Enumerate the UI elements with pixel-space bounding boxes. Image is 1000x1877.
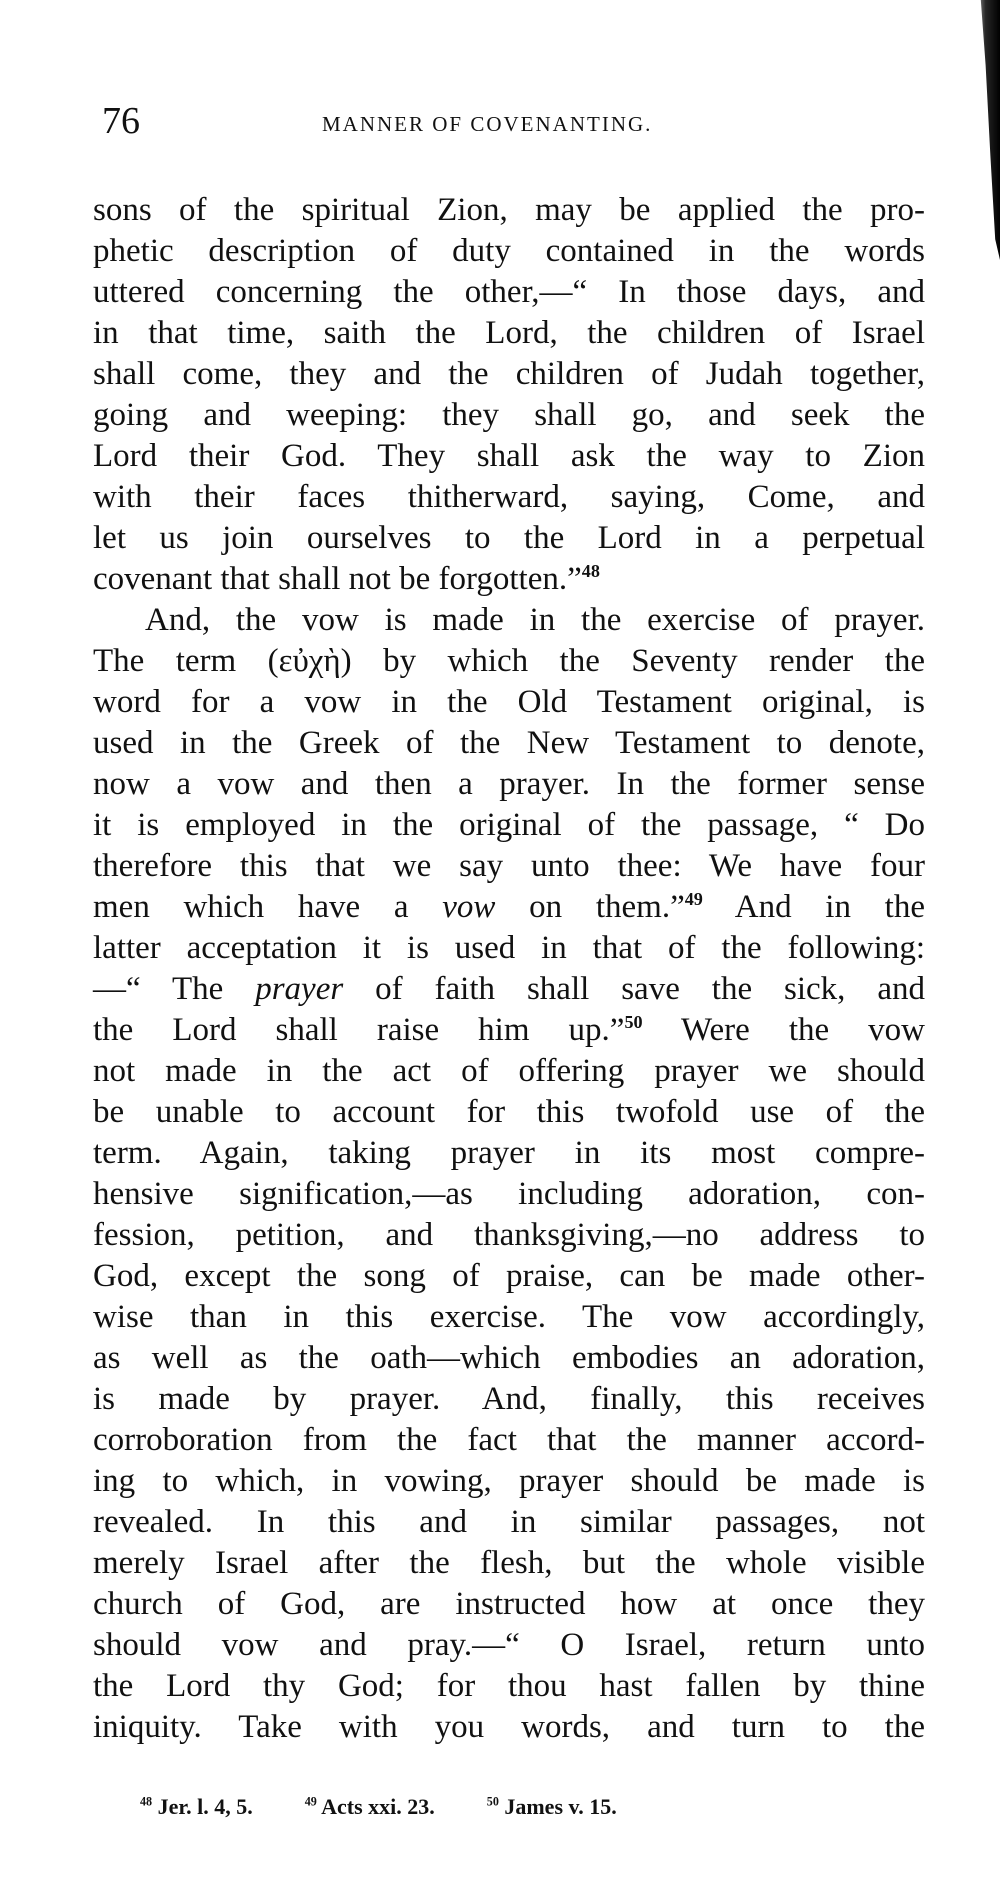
- text-line: phetic description of duty contained in the words: [93, 233, 925, 269]
- footnote-mark: 49: [304, 1794, 317, 1809]
- text-line: Lord their God. They shall ask the way to Zion: [93, 438, 925, 474]
- footnote-text: James v. 15.: [498, 1794, 617, 1819]
- text-line: [93, 969, 925, 1010]
- footnote: [487, 1792, 617, 1822]
- text-line: revealed. In this and in similar passages, not: [93, 1504, 925, 1540]
- text-line: used in the Greek of the New Testament to denote,: [93, 725, 925, 761]
- footnote-ref: 50: [624, 1012, 643, 1032]
- text-line: not made in the act of offering prayer we should: [93, 1053, 925, 1089]
- text-line: The term (εὐχὴ) by which the Seventy render the: [93, 643, 925, 679]
- text-line: in that time, saith the Lord, the children of Israel: [93, 315, 925, 351]
- page-header: [102, 96, 872, 146]
- text-line: [93, 887, 925, 928]
- text-line: wise than in this exercise. The vow accordingly,: [93, 1299, 925, 1335]
- footnote-text: Jer. l. 4, 5.: [152, 1794, 253, 1819]
- text-line: ing to which, in vowing, prayer should be made is: [93, 1463, 925, 1499]
- text-line: God, except the song of praise, can be made other-: [93, 1258, 925, 1294]
- footnote: [140, 1792, 253, 1822]
- text-line: it is employed in the original of the passage, “ Do: [93, 807, 925, 843]
- footnotes: [140, 1792, 860, 1822]
- text-line: be unable to account for this twofold use of the: [93, 1094, 925, 1130]
- text-line: with their faces thitherward, saying, Come, and: [93, 479, 925, 515]
- text-run: covenant that shall not be forgotten.”: [93, 561, 582, 597]
- text-run: Were the vow: [642, 1012, 925, 1048]
- text-line: [93, 559, 925, 600]
- text-line: as well as the oath—which embodies an adoration,: [93, 1340, 925, 1376]
- text-line: is made by prayer. And, finally, this receives: [93, 1381, 925, 1417]
- text-line: therefore this that we say unto thee: We have four: [93, 848, 925, 884]
- text-line: [93, 1010, 925, 1051]
- text-line: church of God, are instructed how at once they: [93, 1586, 925, 1622]
- text-run: —“ The: [93, 971, 256, 1007]
- italic-word: prayer: [255, 971, 344, 1007]
- text-line: word for a vow in the Old Testament original, is: [93, 684, 925, 720]
- text-line: now a vow and then a prayer. In the former sense: [93, 766, 925, 802]
- text-run: men which have a: [93, 889, 443, 925]
- text-line: the Lord thy God; for thou hast fallen by thine: [93, 1668, 925, 1704]
- footnote-mark: 50: [486, 1794, 499, 1809]
- text-line: fession, petition, and thanksgiving,—no address to: [93, 1217, 925, 1253]
- page-number: 76: [102, 100, 140, 142]
- text-line: latter acceptation it is used in that of the following:: [93, 930, 925, 966]
- text-run: the Lord shall raise him up.”: [93, 1012, 625, 1048]
- text-line: shall come, they and the children of Judah together,: [93, 356, 925, 392]
- footnote: [305, 1792, 435, 1822]
- text-line: going and weeping: they shall go, and seek the: [93, 397, 925, 433]
- footnote-mark: 48: [140, 1794, 153, 1809]
- italic-word: vow: [442, 889, 496, 925]
- footnote-text: Acts xxi. 23.: [316, 1794, 435, 1819]
- running-head: MANNER OF COVENANTING.: [322, 112, 653, 136]
- text-line: iniquity. Take with you words, and turn to the: [93, 1709, 925, 1745]
- text-line: hensive signification,—as including adoration, con-: [93, 1176, 925, 1212]
- text-line: should vow and pray.—“ O Israel, return unto: [93, 1627, 925, 1663]
- text-run: on them.”: [495, 889, 685, 925]
- text-line: term. Again, taking prayer in its most compre-: [93, 1135, 925, 1171]
- text-line: uttered concerning the other,—“ In those days, and: [93, 274, 925, 310]
- text-line: sons of the spiritual Zion, may be applied the pro-: [93, 192, 925, 228]
- text-line: And, the vow is made in the exercise of prayer.: [145, 602, 925, 638]
- text-run: of faith shall save the sick, and: [343, 971, 925, 1007]
- body-text: [93, 190, 925, 1748]
- footnote-ref: 49: [684, 889, 703, 909]
- text-line: corroboration from the fact that the manner accord-: [93, 1422, 925, 1458]
- text-line: let us join ourselves to the Lord in a perpetual: [93, 520, 925, 556]
- footnote-ref: 48: [581, 561, 600, 581]
- page-edge-shadow: [968, 0, 1000, 260]
- text-run: And in the: [702, 889, 925, 925]
- text-line: merely Israel after the flesh, but the whole visible: [93, 1545, 925, 1581]
